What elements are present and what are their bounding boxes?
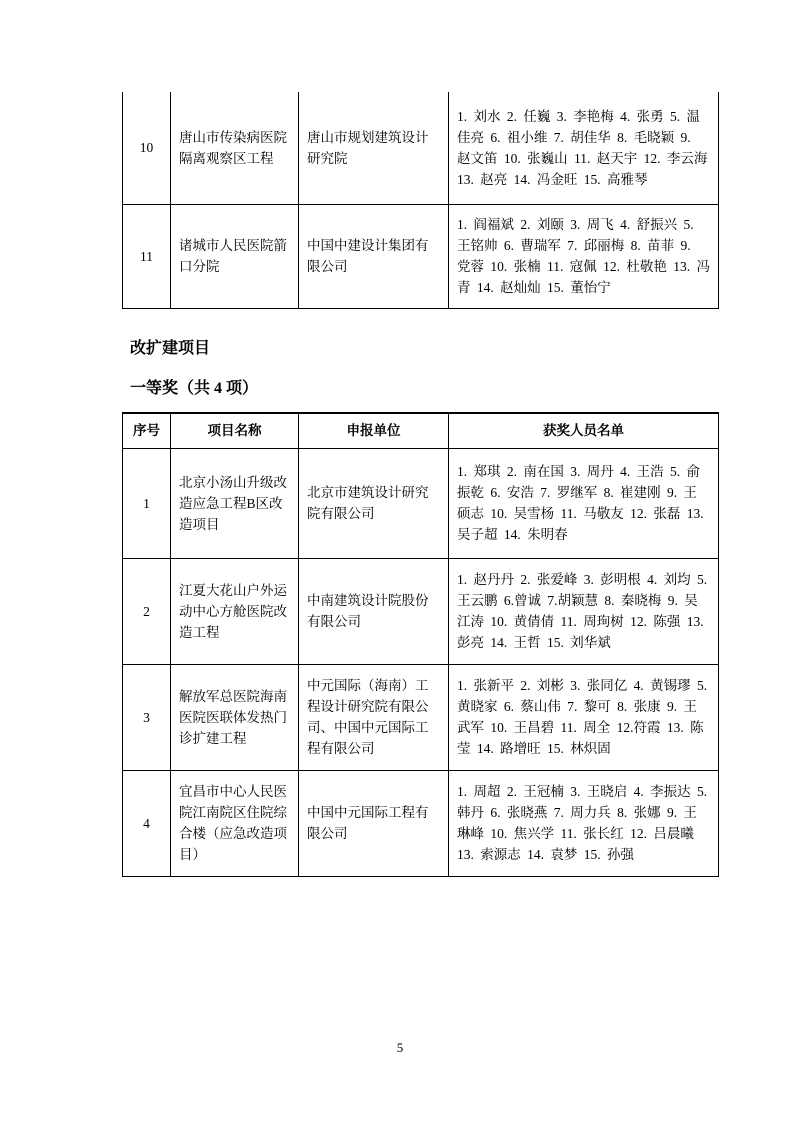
header-serial: 序号: [123, 413, 171, 449]
organization-cell: 中元国际（海南）工程设计研究院有限公司、中国中元国际工程有限公司: [299, 664, 449, 770]
table-row: [123, 448, 719, 558]
serial-cell: 10: [123, 92, 171, 204]
winners-cell: 1. 张新平 2. 刘彬 3. 张同亿 4. 黄锡璆 5. 黄晓家 6. 蔡山伟 7. 黎可 8. 张康 9. 王武军 10. 王昌碧 11. 周全 12.符霞 13. 陈莹 14. 路增旺 15. 林炽固: [449, 664, 719, 770]
project-name-cell: 诸城市人民医院箭口分院: [171, 204, 299, 308]
serial-cell: 3: [123, 664, 171, 770]
winners-cell: 1. 刘水 2. 任巍 3. 李艳梅 4. 张勇 5. 温佳亮 6. 祖小维 7. 胡佳华 8. 毛晓颖 9. 赵文笛 10. 张巍山 11. 赵天宇 12. 李云海 13. 赵亮 14. 冯金旺 15. 高雅琴: [449, 92, 719, 204]
serial-cell: 11: [123, 204, 171, 308]
organization-cell: 北京市建筑设计研究院有限公司: [299, 448, 449, 558]
table-row: [123, 770, 719, 876]
organization-cell: 中国中建设计集团有限公司: [299, 204, 449, 308]
winners-cell: 1. 赵丹丹 2. 张爱峰 3. 彭明根 4. 刘均 5. 王云鹏 6.曾诚 7.胡颖慧 8. 秦晓梅 9. 吴江涛 10. 黄倩倩 11. 周珣树 12. 陈强 13. 彭亮 14. 王哲 15. 刘华斌: [449, 558, 719, 664]
serial-cell: 1: [123, 448, 171, 558]
table-header-row: [123, 413, 719, 449]
serial-cell: 4: [123, 770, 171, 876]
project-name-cell: 江夏大花山户外运动中心方舱医院改造工程: [171, 558, 299, 664]
section-title: 改扩建项目: [130, 339, 211, 357]
table-row: [123, 204, 719, 308]
project-name-cell: 唐山市传染病医院隔离观察区工程: [171, 92, 299, 204]
winners-cell: 1. 阎福斌 2. 刘颐 3. 周飞 4. 舒振兴 5. 王铭帅 6. 曹瑞军 7. 邱丽梅 8. 苗菲 9. 党蓉 10. 张楠 11. 寇佩 12. 杜敬艳 13. 冯青 14. 赵灿灿 15. 董怡宁: [449, 204, 719, 308]
project-name-cell: 解放军总医院海南医院医联体发热门诊扩建工程: [171, 664, 299, 770]
serial-cell: 2: [123, 558, 171, 664]
page-content: [122, 0, 718, 877]
first-prize-table: [122, 412, 719, 877]
winners-cell: 1. 郑琪 2. 南在国 3. 周丹 4. 王浩 5. 俞振乾 6. 安浩 7. 罗继军 8. 崔建刚 9. 王硕志 10. 吴雪杨 11. 马敬友 12. 张磊 13. 吴子超 14. 朱明春: [449, 448, 719, 558]
table-row: [123, 664, 719, 770]
organization-cell: 唐山市规划建筑设计研究院: [299, 92, 449, 204]
table-row: [123, 92, 719, 204]
header-winners: 获奖人员名单: [449, 413, 719, 449]
organization-cell: 中国中元国际工程有限公司: [299, 770, 449, 876]
table-row: [123, 558, 719, 664]
header-project: 项目名称: [171, 413, 299, 449]
winners-cell: 1. 周超 2. 王冠楠 3. 王晓启 4. 李振达 5. 韩丹 6. 张晓燕 7. 周力兵 8. 张娜 9. 王琳峰 10. 焦兴学 11. 张长红 12. 吕晨曦 13. 索源志 14. 袁梦 15. 孙强: [449, 770, 719, 876]
continued-award-table: [122, 92, 719, 309]
page-number: 5: [396, 1040, 404, 1055]
project-name-cell: 宜昌市中心人民医院江南院区住院综合楼（应急改造项目）: [171, 770, 299, 876]
award-grade-heading: 一等奖（共 4 项）: [130, 379, 259, 397]
project-name-cell: 北京小汤山升级改造应急工程B区改造项目: [171, 448, 299, 558]
header-organization: 申报单位: [299, 413, 449, 449]
organization-cell: 中南建筑设计院股份有限公司: [299, 558, 449, 664]
